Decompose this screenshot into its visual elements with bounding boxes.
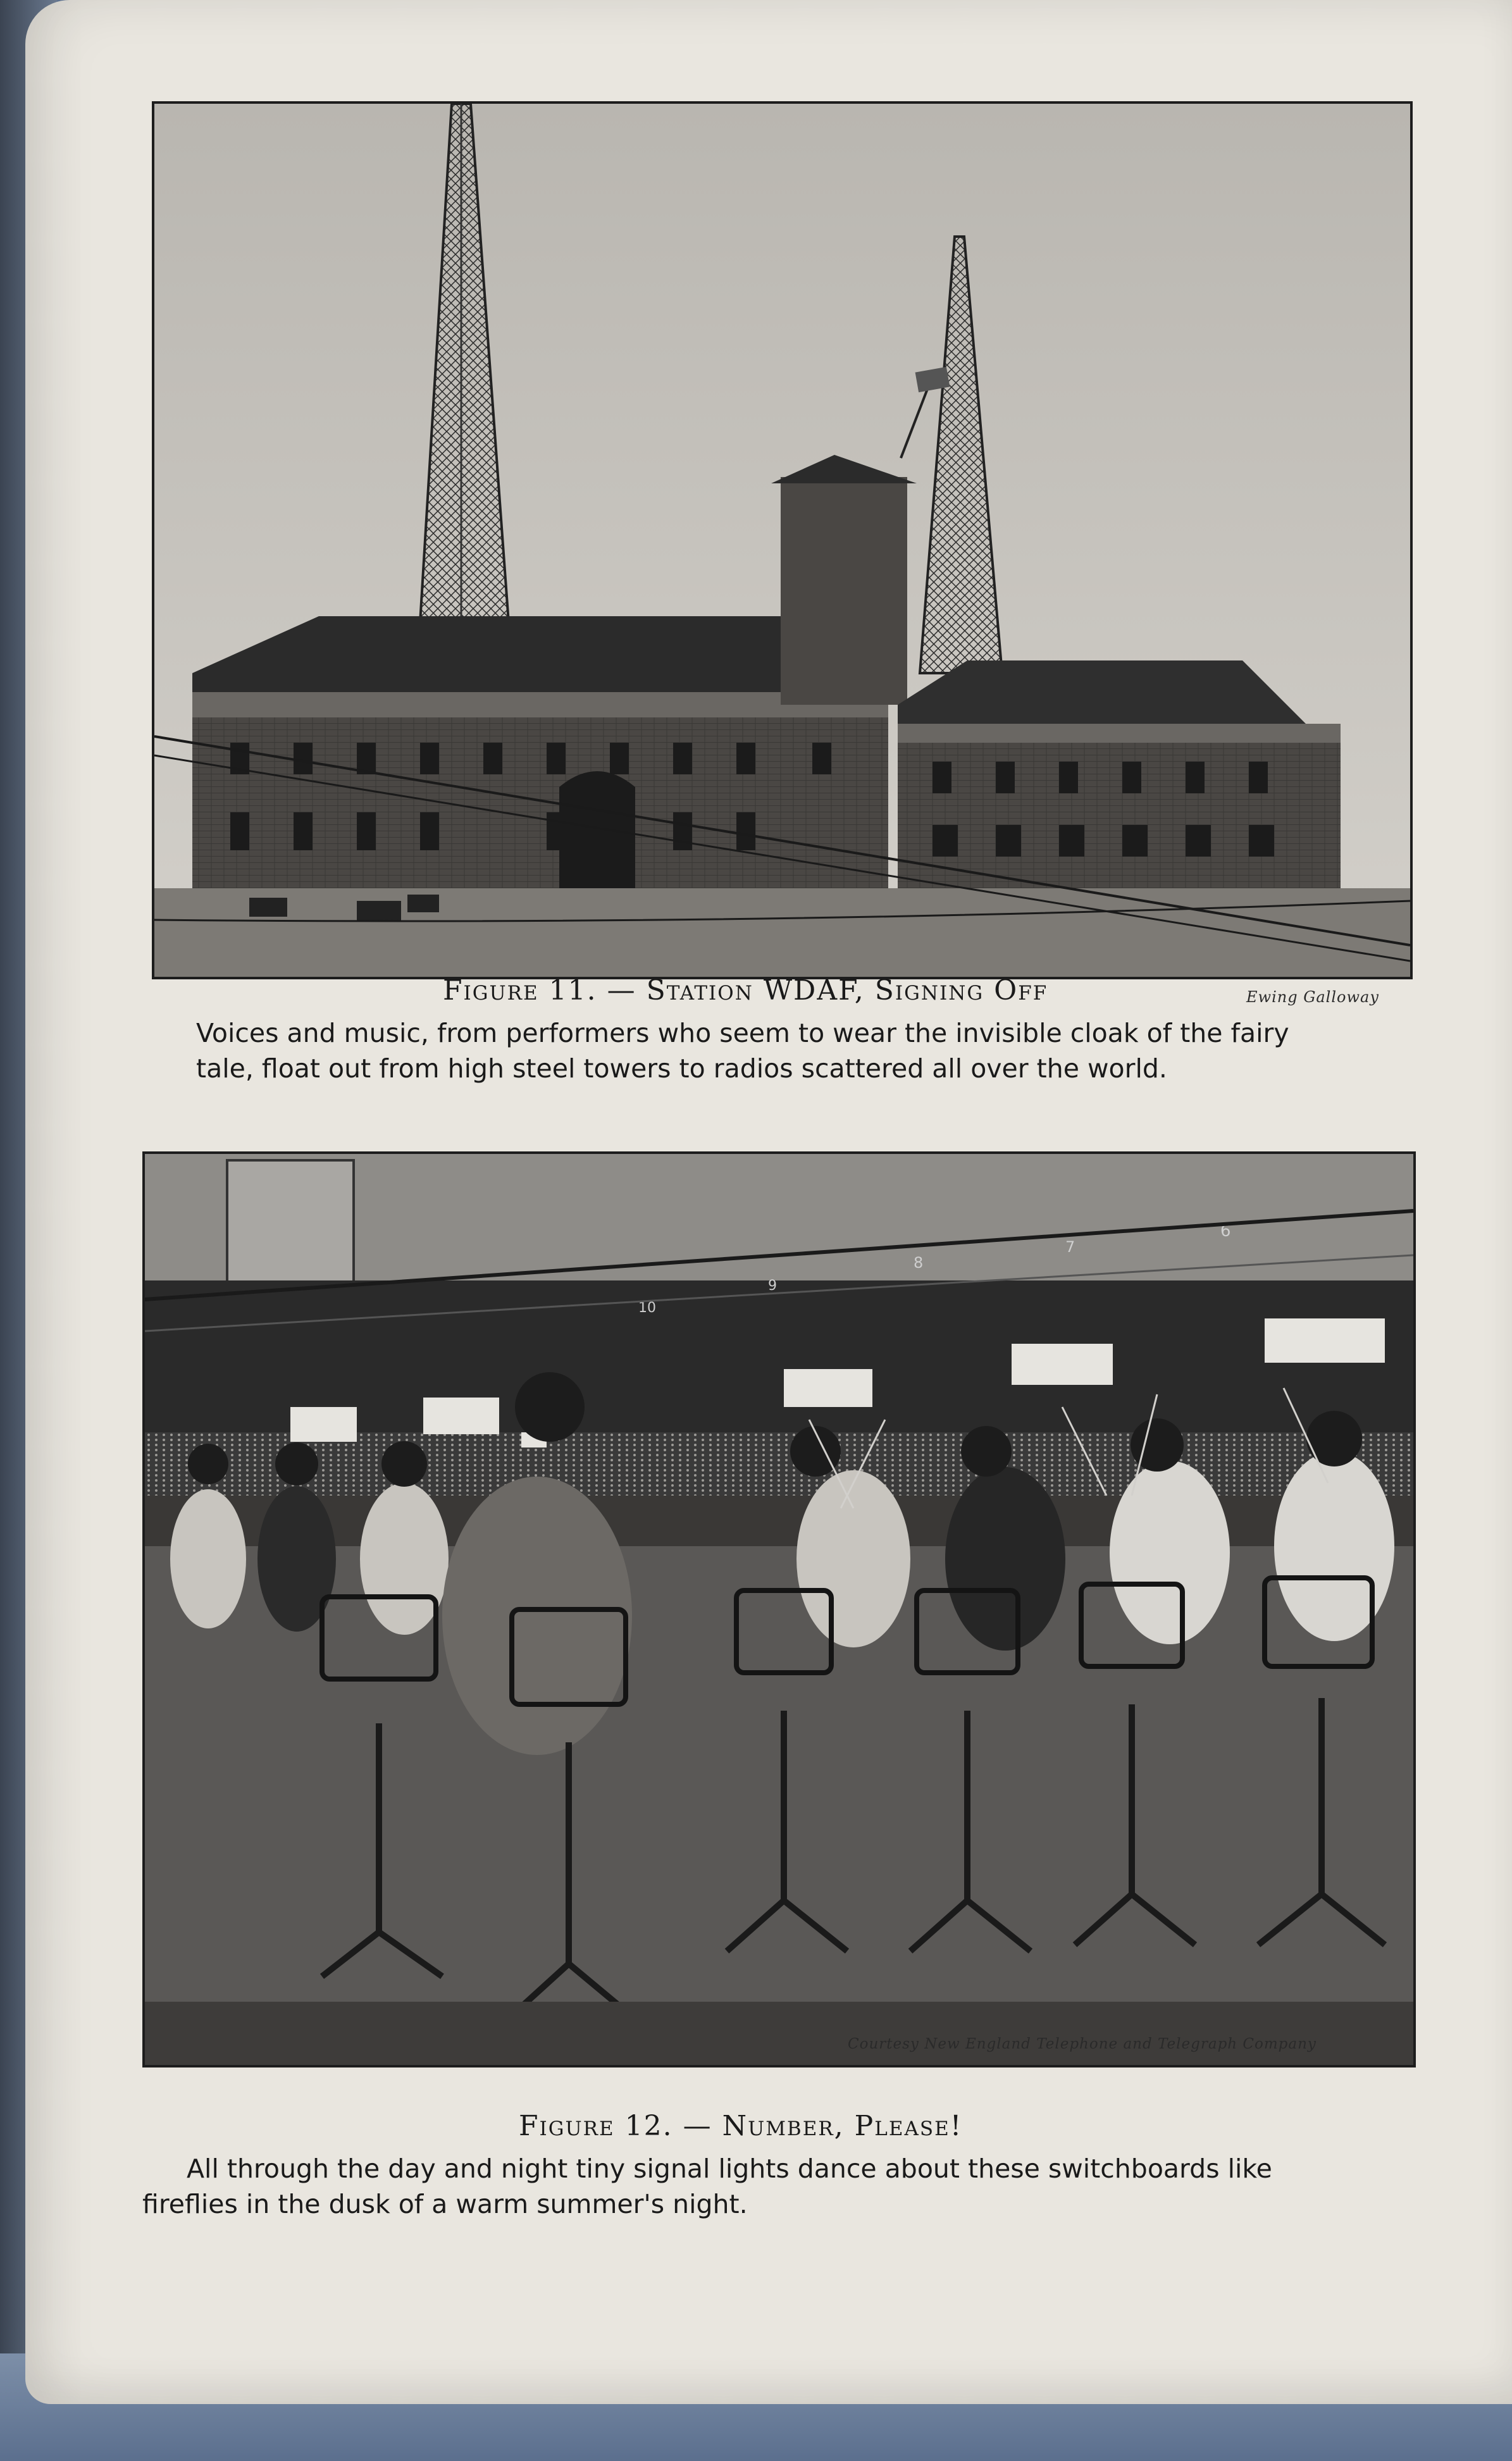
caption-line: Voices and music, from performers who seem to wear the invisible cloak of the fairy [196,1018,1289,1048]
switchboard-illustration [145,1154,1413,2065]
switchboard-number: 6 [1220,1222,1231,1241]
caption-line: tale, float out from high steel towers to radios scattered all over the world. [196,1053,1167,1084]
radio-station-illustration [154,104,1410,977]
switchboard-number: 9 [768,1278,777,1294]
figure-11-title: Figure 11. — Station WDAF, Signing Off [443,974,1048,1007]
figure-12-caption [142,2151,1272,2222]
switchboard-number: 10 [638,1300,656,1316]
switchboard-number: 7 [1065,1238,1075,1256]
figure-12-title: Figure 12. — Number, Please! [519,2110,963,2142]
figure-12-photo [142,1151,1416,2067]
figure-11-photo [152,101,1413,979]
switchboard-number: 8 [914,1254,924,1272]
figure-11-credit: Ewing Galloway [1246,988,1379,1006]
book-page [25,0,1512,2404]
caption-line: All through the day and night tiny signal lights dance about these switchboards like [187,2154,1272,2184]
figure-11-caption [196,1015,1289,1086]
figure-12-credit: Courtesy New England Telephone and Telegraph Company [848,2036,1317,2052]
caption-line: fireflies in the dusk of a warm summer's night. [142,2189,748,2219]
